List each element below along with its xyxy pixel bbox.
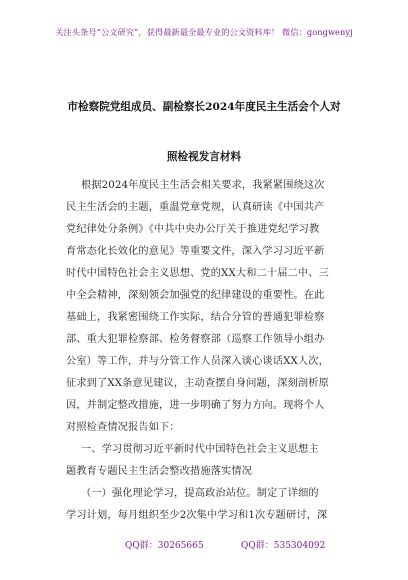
body-line: 中全会精神，深刻领会加强党的纪律建设的重要性。在此 (66, 290, 325, 301)
header-promo-banner: 关注头条号“公文研究”，获得最新最全最专业的公文资料库！ 微信：gongwenyj (55, 27, 353, 37)
body-line: 根据2024年度民主生活会相关要求，我紧紧围绕这次 (81, 180, 325, 191)
body-line: 时代中国特色社会主义思想、党的XX大和二十届二中、三 (66, 268, 329, 279)
document-title-line-2: 照检视发言材料 (166, 151, 242, 163)
body-line: 部、重大犯罪检察部、检务督察部（巡察工作领导小组办 (66, 334, 325, 345)
body-line: 对照检查情况报告如下： (66, 422, 180, 433)
document-title-line-1: 市检察院党组成员、副检察长2024年度民主生活会个人对 (67, 101, 341, 113)
body-line: 民主生活会的主题，重温党章党规，认真研读《中国共产 (66, 202, 325, 213)
section-heading-line: 题教育专题民主生活会整改措施落实情况 (66, 466, 253, 477)
body-line: 基础上，我紧密围绕工作实际，结合分管的普通犯罪检察 (66, 312, 325, 323)
body-line: 育常态化长效化的意见》等重要文件，深入学习习近平新 (66, 246, 325, 257)
body-line: 学习计划，每月组织至少2次集中学习和1次专题研讨，深 (66, 510, 328, 521)
footer-qq-group-1: QQ群：30265665 (125, 541, 204, 551)
body-line: 因，并制定整改措施，进一步明确了努力方向。现将个人 (66, 400, 325, 411)
body-line: 党纪律处分条例》《中共中央办公厅关于推进党纪学习教 (66, 224, 320, 235)
footer-qq-group-2: QQ群：535304092 (241, 541, 326, 551)
body-line: 征求到了XX条意见建议，主动查摆自身问题，深刻剖析原 (66, 378, 329, 389)
subsection-heading-line: （一）强化理论学习，提高政治站位。制定了详细的 (81, 488, 319, 499)
section-heading-line: 一、学习贯彻习近平新时代中国特色社会主义思想主 (81, 444, 319, 455)
body-line: 公室）等工作，并与分管工作人员深入谈心谈话XX人次， (66, 356, 329, 367)
